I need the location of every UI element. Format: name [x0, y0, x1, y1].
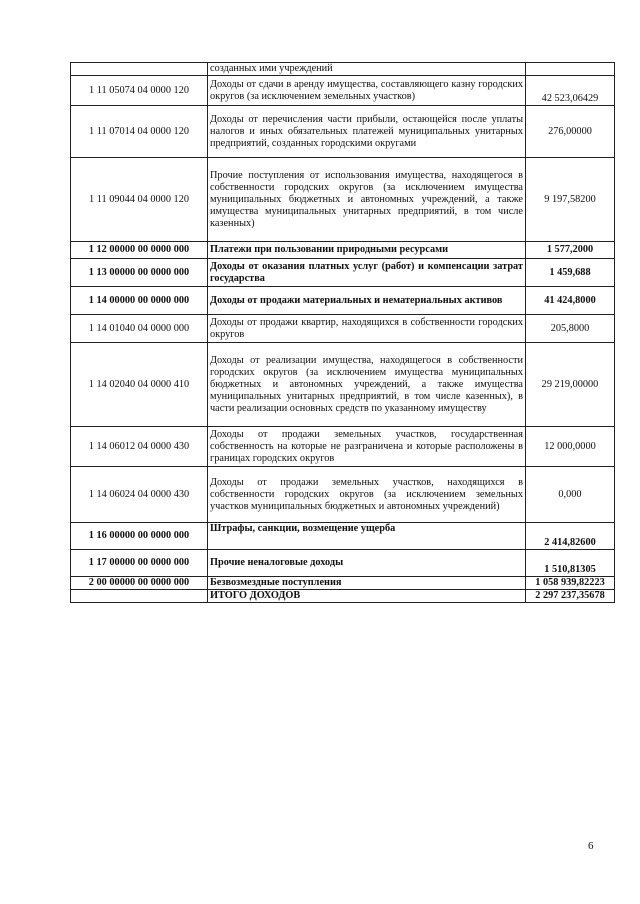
revenue-amount: 276,00000: [526, 106, 615, 158]
revenue-amount: 1 510,81305: [526, 550, 615, 577]
revenue-amount: 41 424,8000: [526, 287, 615, 315]
budget-code: [71, 63, 208, 76]
budget-code: 1 14 00000 00 0000 000: [71, 287, 208, 315]
budget-code: [71, 590, 208, 603]
budget-code: 2 00 00000 00 0000 000: [71, 577, 208, 590]
revenue-amount: 1 459,688: [526, 259, 615, 287]
revenue-amount: [526, 63, 615, 76]
revenue-table: [70, 62, 615, 603]
table-row: [71, 467, 615, 523]
revenue-amount: 9 197,58200: [526, 158, 615, 242]
budget-code: 1 14 01040 04 0000 000: [71, 315, 208, 343]
revenue-amount: 2 414,82600: [526, 523, 615, 550]
budget-code: 1 14 02040 04 0000 410: [71, 343, 208, 427]
table-row: [71, 106, 615, 158]
revenue-name: Прочие поступления от использования имущества, находящегося в собственности городских округов (за исключением имущества муниципальных бюджетных и автономных учреждений, а также имущества муниципальных унитарных предприятий, в том числе казенных): [208, 158, 526, 242]
budget-code: 1 11 07014 04 0000 120: [71, 106, 208, 158]
table-row: [71, 259, 615, 287]
revenue-name: Штрафы, санкции, возмещение ущерба: [208, 523, 526, 550]
table-row: [71, 287, 615, 315]
revenue-name: Доходы от сдачи в аренду имущества, составляющего казну городских округов (за исключением земельных участков): [208, 76, 526, 106]
revenue-amount: 1 058 939,82223: [526, 577, 615, 590]
budget-code: 1 17 00000 00 0000 000: [71, 550, 208, 577]
revenue-amount: 12 000,0000: [526, 427, 615, 467]
revenue-name: Прочие неналоговые доходы: [208, 550, 526, 577]
table-row: [71, 343, 615, 427]
budget-code: 1 11 05074 04 0000 120: [71, 76, 208, 106]
budget-code: 1 11 09044 04 0000 120: [71, 158, 208, 242]
revenue-amount: 42 523,06429: [526, 76, 615, 106]
revenue-amount: 29 219,00000: [526, 343, 615, 427]
table-row: [71, 523, 615, 550]
table-row: [71, 590, 615, 603]
budget-code: 1 16 00000 00 0000 000: [71, 523, 208, 550]
revenue-name: Доходы от реализации имущества, находящегося в собственности городских округов (за исключением имущества муниципальных бюджетных и автономных учреждений, а также имущества муниципальных унитарных предприятий, в том числе казенных), в части реализации основных средств по указанному имуществу: [208, 343, 526, 427]
revenue-amount: 0,000: [526, 467, 615, 523]
table-row: [71, 242, 615, 259]
revenue-name: созданных ими учреждений: [208, 63, 526, 76]
budget-code: 1 14 06024 04 0000 430: [71, 467, 208, 523]
table-row: [71, 427, 615, 467]
revenue-name: Доходы от продажи квартир, находящихся в собственности городских округов: [208, 315, 526, 343]
revenue-name: Доходы от перечисления части прибыли, остающейся после уплаты налогов и иных обязательных платежей муниципальных унитарных предприятий, созданных городскими округами: [208, 106, 526, 158]
table-row: [71, 158, 615, 242]
table-row: [71, 76, 615, 106]
table-row: [71, 577, 615, 590]
page-number: 6: [588, 840, 594, 852]
revenue-name: Доходы от продажи земельных участков, находящихся в собственности городских округов (за исключением земельных участков муниципальных бюджетных и автономных учреждений): [208, 467, 526, 523]
budget-code: 1 14 06012 04 0000 430: [71, 427, 208, 467]
revenue-amount: 2 297 237,35678: [526, 590, 615, 603]
table-row: [71, 550, 615, 577]
table-row: [71, 315, 615, 343]
budget-code: 1 12 00000 00 0000 000: [71, 242, 208, 259]
revenue-name: Доходы от оказания платных услуг (работ) и компенсации затрат государства: [208, 259, 526, 287]
table-row: [71, 63, 615, 76]
budget-code: 1 13 00000 00 0000 000: [71, 259, 208, 287]
revenue-name: Доходы от продажи земельных участков, государственная собственность на которые не разграничена и которые расположены в границах городских округов: [208, 427, 526, 467]
revenue-name: ИТОГО ДОХОДОВ: [208, 590, 526, 603]
revenue-name: Безвозмездные поступления: [208, 577, 526, 590]
revenue-name: Доходы от продажи материальных и нематериальных активов: [208, 287, 526, 315]
revenue-name: Платежи при пользовании природными ресурсами: [208, 242, 526, 259]
revenue-amount: 205,8000: [526, 315, 615, 343]
revenue-amount: 1 577,2000: [526, 242, 615, 259]
